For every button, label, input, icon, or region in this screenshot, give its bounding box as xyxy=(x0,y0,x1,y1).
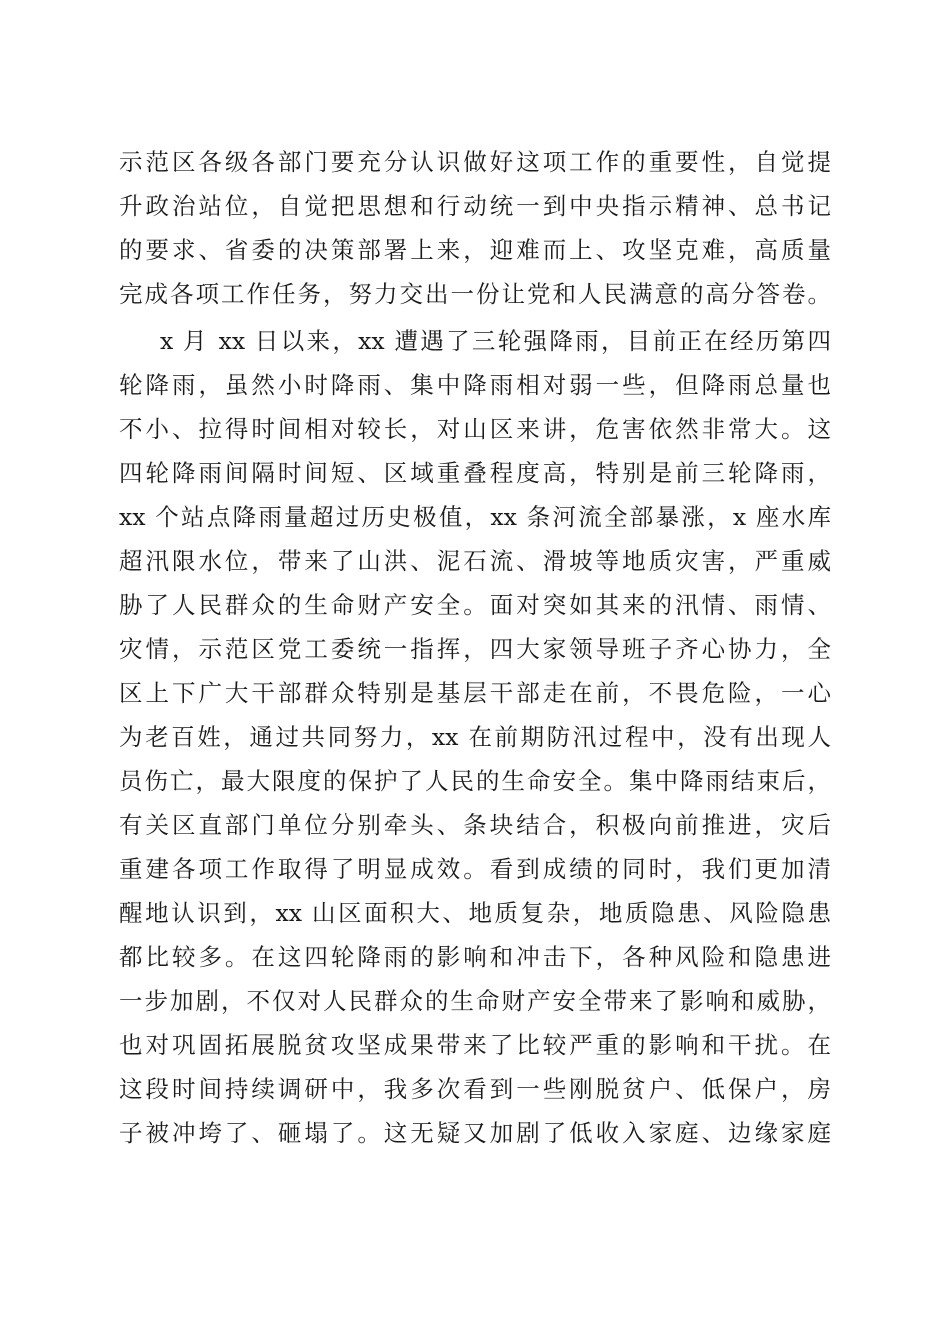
text-line: x 月 xx 日以来，xx 遭遇了三轮强降雨，目前正在经历第四 xyxy=(160,327,831,355)
text-line: 这段时间持续调研中，我多次看到一些刚脱贫户、低保户，房 xyxy=(119,1075,831,1103)
text-line: 子被冲垮了、砸塌了。这无疑又加剧了低收入家庭、边缘家庭 xyxy=(119,1119,831,1147)
text-line: 灾情，示范区党工委统一指挥，四大家领导班子齐心协力，全 xyxy=(119,635,831,663)
text-line: 超汛限水位，带来了山洪、泥石流、滑坡等地质灾害，严重威 xyxy=(119,547,831,575)
text-line: 升政治站位，自觉把思想和行动统一到中央指示精神、总书记 xyxy=(119,192,831,220)
text-line: 四轮降雨间隔时间短、区域重叠程度高，特别是前三轮降雨， xyxy=(119,459,831,487)
text-line: 也对巩固拓展脱贫攻坚成果带来了比较严重的影响和干扰。在 xyxy=(119,1031,831,1059)
text-line: xx 个站点降雨量超过历史极值，xx 条河流全部暴涨，x 座水库 xyxy=(119,503,831,531)
text-line: 示范区各级各部门要充分认识做好这项工作的重要性，自觉提 xyxy=(119,148,831,176)
text-line: 一步加剧，不仅对人民群众的生命财产安全带来了影响和威胁， xyxy=(119,987,831,1015)
text-line: 完成各项工作任务，努力交出一份让党和人民满意的高分答卷。 xyxy=(119,280,831,308)
text-line: 区上下广大干部群众特别是基层干部走在前，不畏危险，一心 xyxy=(119,679,831,707)
text-line: 轮降雨，虽然小时降雨、集中降雨相对弱一些，但降雨总量也 xyxy=(119,371,831,399)
text-line: 都比较多。在这四轮降雨的影响和冲击下，各种风险和隐患进 xyxy=(119,943,831,971)
text-line: 重建各项工作取得了明显成效。看到成绩的同时，我们更加清 xyxy=(119,855,831,883)
text-line: 不小、拉得时间相对较长，对山区来讲，危害依然非常大。这 xyxy=(119,415,831,443)
text-line: 员伤亡，最大限度的保护了人民的生命安全。集中降雨结束后， xyxy=(119,767,831,795)
text-line: 醒地认识到，xx 山区面积大、地质复杂，地质隐患、风险隐患 xyxy=(119,899,831,927)
text-line: 的要求、省委的决策部署上来，迎难而上、攻坚克难，高质量 xyxy=(119,236,831,264)
text-line: 为老百姓，通过共同努力，xx 在前期防汛过程中，没有出现人 xyxy=(119,723,831,751)
text-line: 胁了人民群众的生命财产安全。面对突如其来的汛情、雨情、 xyxy=(119,591,831,619)
text-line: 有关区直部门单位分别牵头、条块结合，积极向前推进，灾后 xyxy=(119,811,831,839)
